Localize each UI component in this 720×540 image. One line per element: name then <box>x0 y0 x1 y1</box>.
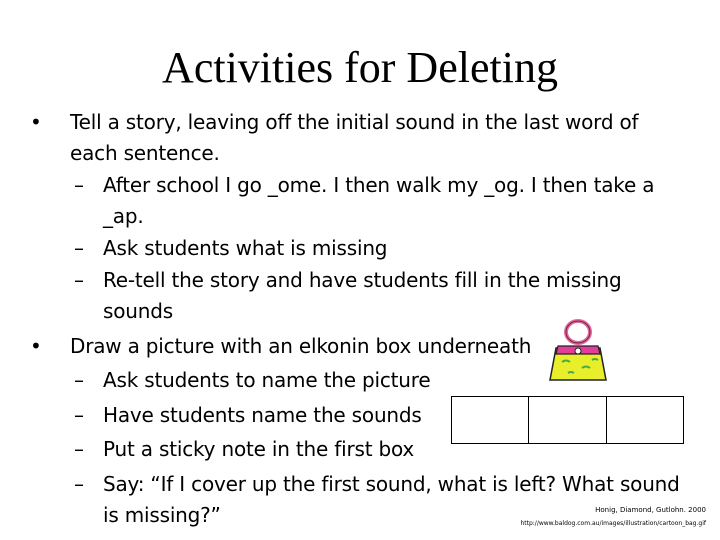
dash-marker: – <box>74 236 84 260</box>
bullet2-sub4-line2: is missing?” <box>103 503 221 527</box>
bullet1-sub1-line1: After school I go _ome. I then walk my _og. I then take a <box>103 173 655 197</box>
image-credit-url: http://www.baldog.com.au/images/illustration/cartoon_bag.gif <box>520 520 706 527</box>
handbag-illustration-icon <box>548 318 608 384</box>
bullet2-sub4-line1: Say: “If I cover up the first sound, what is left? What sound <box>103 472 680 496</box>
bullet1-sub1-line2: _ap. <box>103 204 144 228</box>
citation: Honig, Diamond, Gutlohn. 2000 <box>595 506 706 514</box>
elkonin-box-cell <box>607 397 683 443</box>
bullet1-sub2: Ask students what is missing <box>103 236 388 260</box>
dash-marker: – <box>74 268 84 292</box>
elkonin-box-cell <box>452 397 529 443</box>
bullet-marker: • <box>30 110 42 134</box>
bullet1-line1: Tell a story, leaving off the initial sound in the last word of <box>70 110 639 134</box>
bullet1-sub3-line1: Re-tell the story and have students fill in the missing <box>103 268 622 292</box>
dash-marker: – <box>74 403 84 427</box>
dash-marker: – <box>74 368 84 392</box>
dash-marker: – <box>74 173 84 197</box>
elkonin-box <box>451 396 684 444</box>
bullet2-sub2: Have students name the sounds <box>103 403 422 427</box>
elkonin-box-cell <box>529 397 606 443</box>
bullet1-line2: each sentence. <box>70 141 220 165</box>
bullet2-sub3: Put a sticky note in the first box <box>103 437 415 461</box>
bullet-marker: • <box>30 334 42 358</box>
dash-marker: – <box>74 472 84 496</box>
slide-title: Activities for Deleting <box>162 43 558 92</box>
dash-marker: – <box>74 437 84 461</box>
bullet2-sub1: Ask students to name the picture <box>103 368 431 392</box>
bullet1-sub3-line2: sounds <box>103 299 173 323</box>
bullet2-line1: Draw a picture with an elkonin box underneath <box>70 334 532 358</box>
